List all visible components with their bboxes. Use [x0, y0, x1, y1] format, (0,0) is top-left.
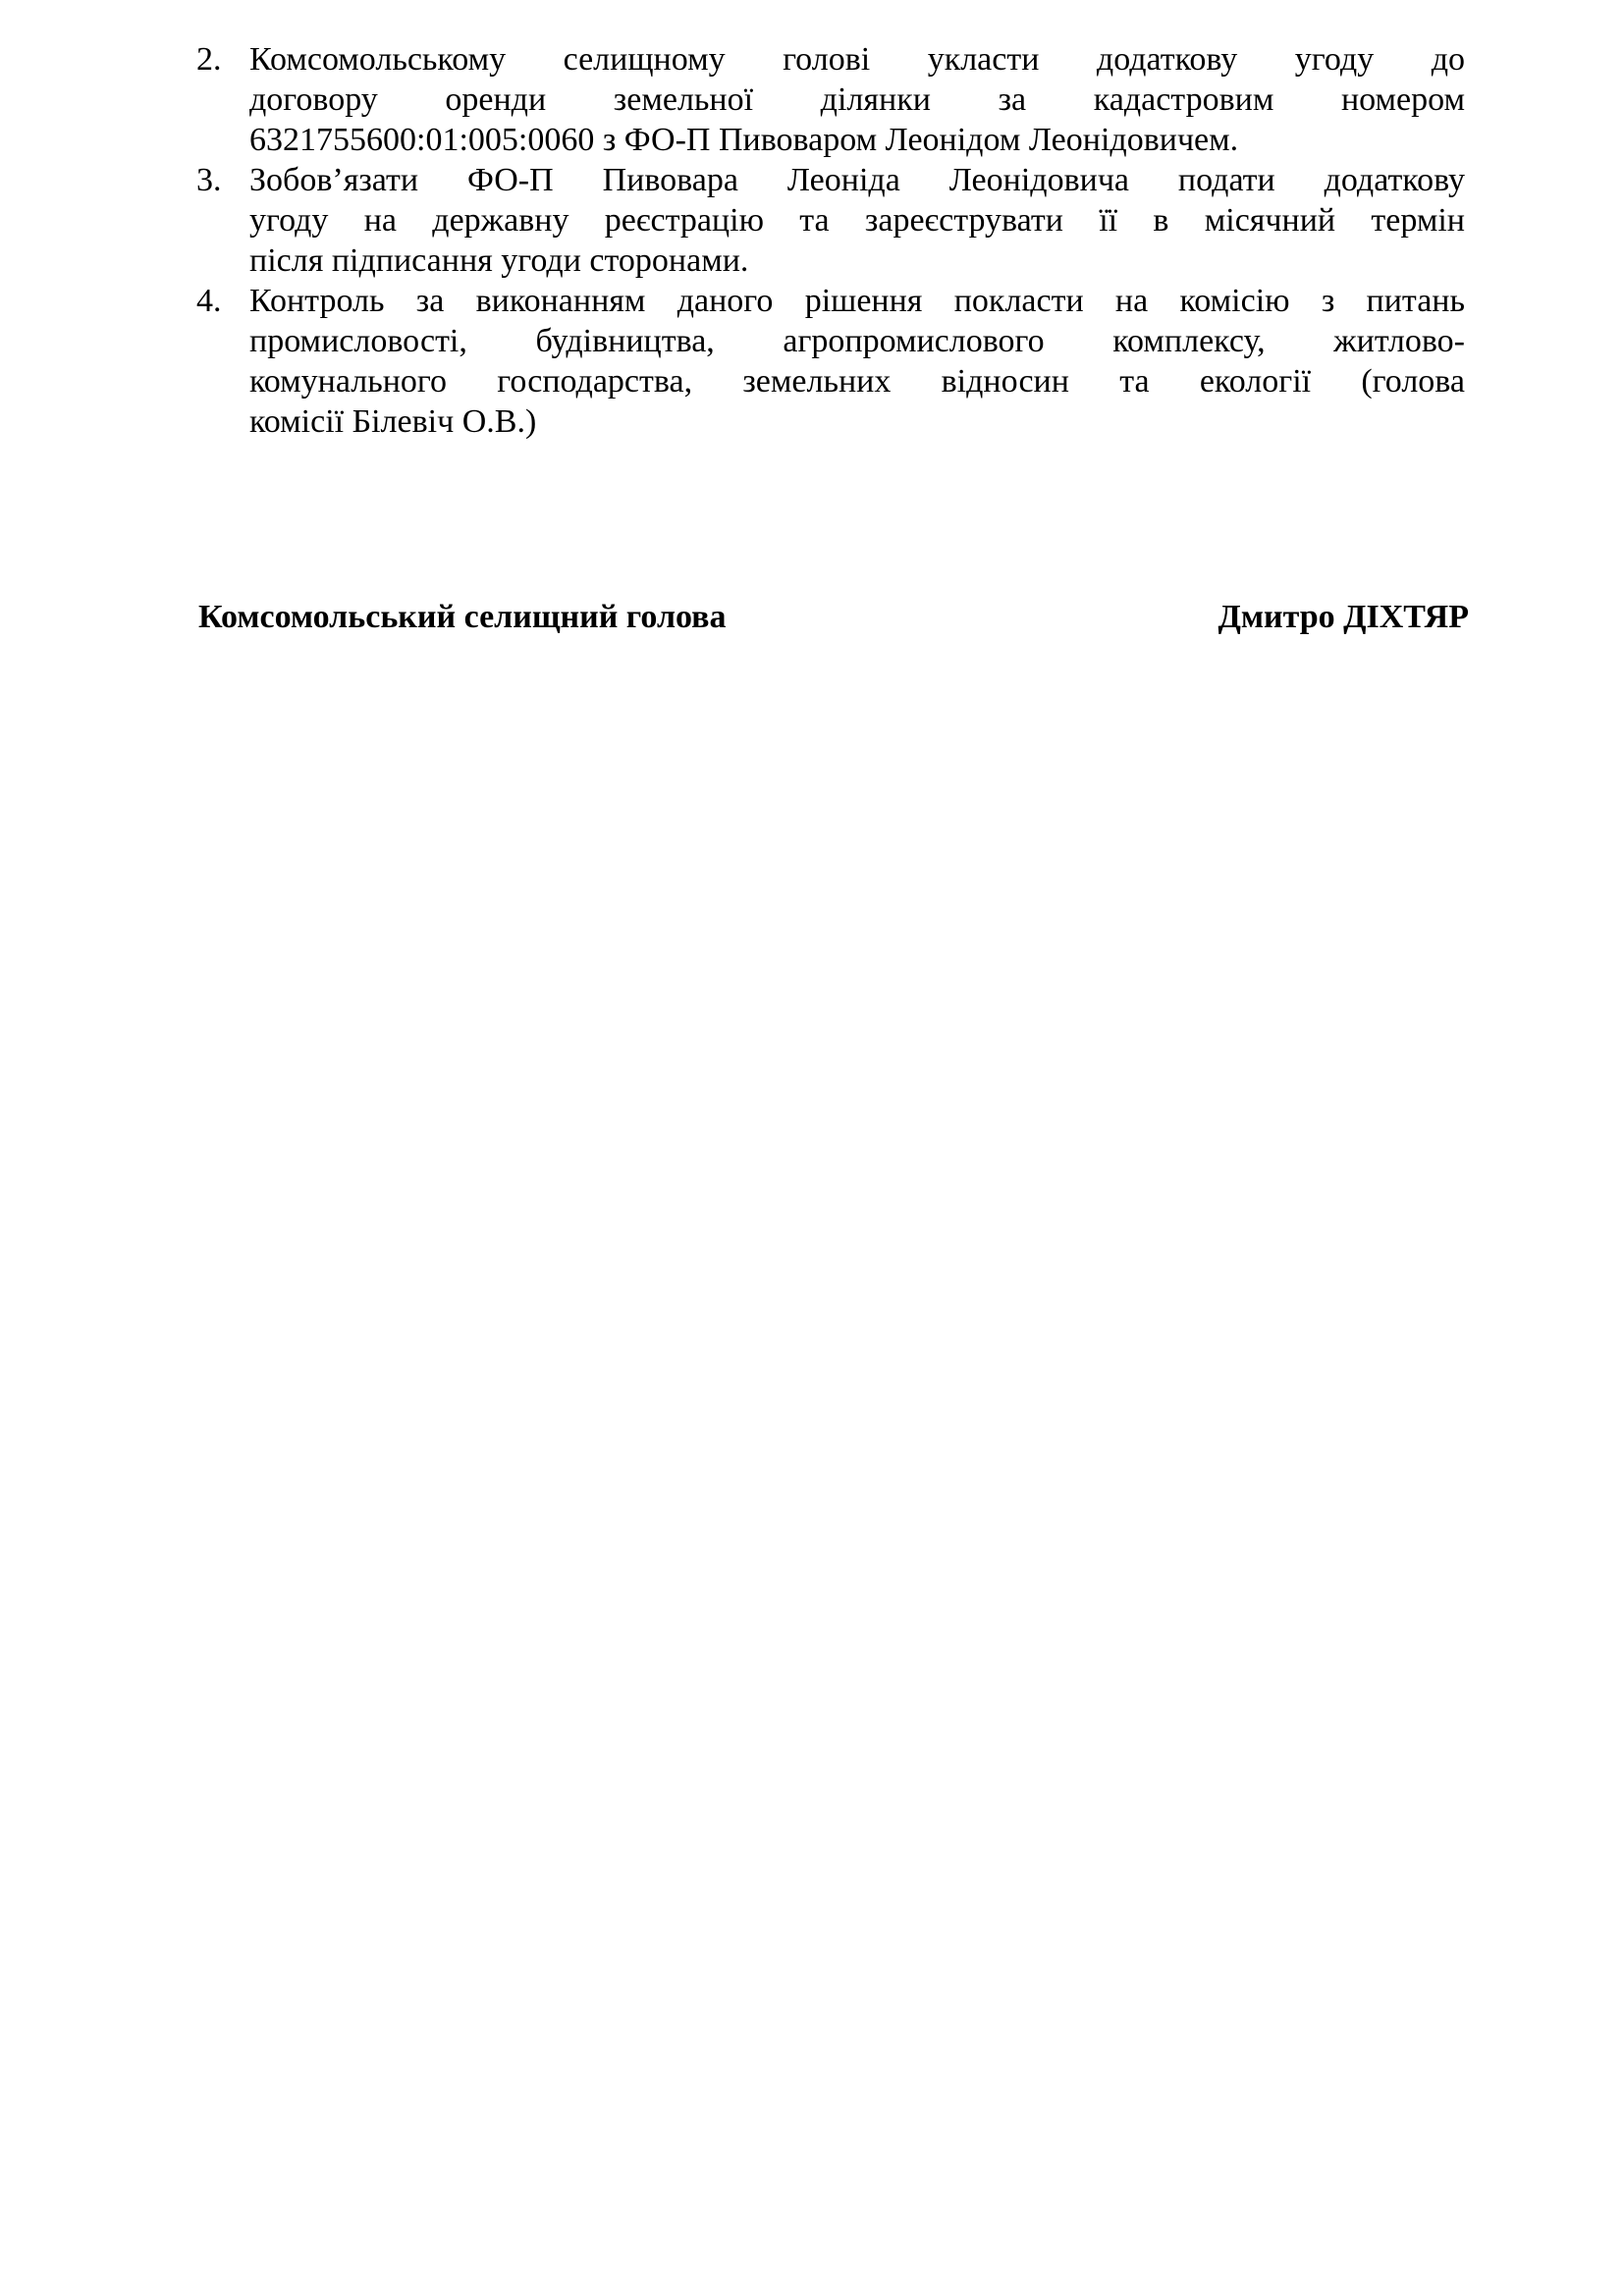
- item-number: 3.: [196, 162, 222, 198]
- item-text-line: Комсомольському селищному голові укласти додаткову угоду до: [249, 41, 1465, 78]
- item-number: 4.: [196, 283, 222, 319]
- item-number: 2.: [196, 41, 222, 78]
- item-text-line: комунального господарства, земельних відносин та екології (голова: [249, 363, 1465, 400]
- item-text-line: після підписання угоди сторонами.: [249, 242, 749, 279]
- item-text-line: договору оренди земельної ділянки за кадастровим номером: [249, 81, 1465, 118]
- resolution-items-list: [192, 39, 1465, 442]
- resolution-item-4: [192, 281, 1465, 442]
- signatory-name: Дмитро ДІХТЯР: [1218, 599, 1469, 635]
- item-text-line: 6321755600:01:005:0060 з ФО-П Пивоваром Леонідом Леонідовичем.: [249, 122, 1239, 158]
- resolution-item-3: [192, 160, 1465, 281]
- item-text-line: промисловості, будівництва, агропромислового комплексу, житлово-: [249, 323, 1465, 359]
- item-text-line: угоду на державну реєстрацію та зареєструвати її в місячний термін: [249, 202, 1465, 239]
- item-text-line: Контроль за виконанням даного рішення покласти на комісію з питань: [249, 283, 1465, 319]
- item-text-line: комісії Білевіч О.В.): [249, 403, 537, 440]
- item-text-line: Зобов’язати ФО-П Пивовара Леоніда Леонідовича подати додаткову: [249, 162, 1465, 198]
- signatory-position: Комсомольський селищний голова: [198, 599, 727, 635]
- resolution-item-2: [192, 39, 1465, 160]
